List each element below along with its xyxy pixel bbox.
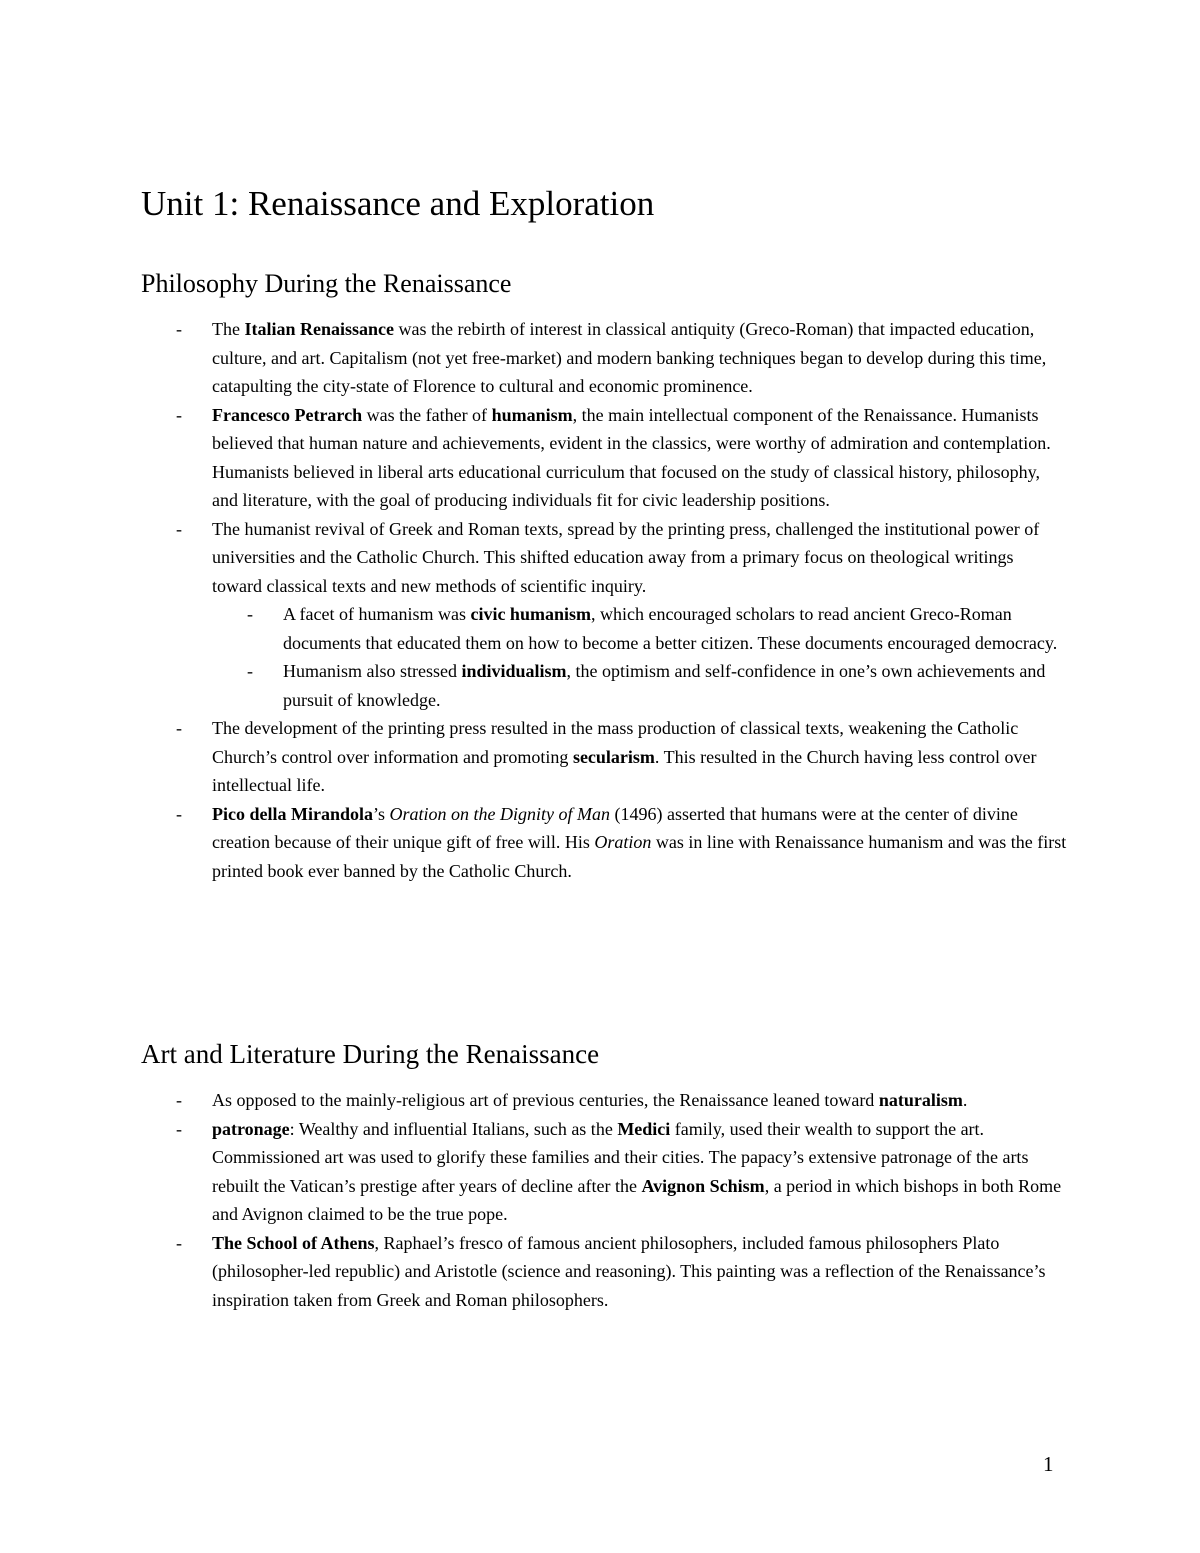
list-item: - The humanist revival of Greek and Roman texts, spread by the printing press, challenged the institutional power of universities and the Catholic Church. This shifted education away from a primary focus on theological writings toward classical texts and new methods of scientific inquiry. — [0, 515, 1067, 601]
list-item: - Francesco Petrarch was the father of humanism, the main intellectual component of the Renaissance. Humanists believed that human nature and achievements, evident in the classics, were worthy of admiration and contemplation. Humanists believed in liberal arts educational curriculum that focused on the study of classical history, philosophy, and literature, with the goal of producing individuals fit for civic leadership positions. — [0, 401, 1067, 515]
list-item: - The Italian Renaissance was the rebirth of interest in classical antiquity (Greco-Roman) that impacted education, culture, and art. Capitalism (not yet free-market) and modern banking techniques began to develop during this time, catapulting the city-state of Florence to cultural and economic prominence. — [0, 315, 1067, 401]
section-heading-art-literature: Art and Literature During the Renaissance — [141, 1039, 600, 1069]
bullet-dash: - — [176, 518, 182, 539]
bullet-dash: - — [176, 1232, 182, 1253]
list-item: - patronage: Wealthy and influential Italians, such as the Medici family, used their wealth to support the art. Commissioned art was used to glorify these families and their cities. The papacy’s extensive patronage of the arts rebuilt the Vatican’s prestige after years of decline after the Avignon Schism, a period in which bishops in both Rome and Avignon claimed to be the true pope. — [0, 1115, 1067, 1229]
term-school-of-athens: The School of Athens — [212, 1232, 375, 1253]
work-title-oration: Oration on the Dignity of Man — [389, 803, 610, 824]
term-pico-della-mirandola: Pico della Mirandola — [212, 803, 373, 824]
list-item: - The development of the printing press resulted in the mass production of classical texts, weakening the Catholic Church’s control over information and promoting secularism. This resulted in the Church having less control over intellectual life. — [0, 714, 1067, 800]
list-item-nested: - A facet of humanism was civic humanism, which encouraged scholars to read ancient Greco-Roman documents that educated them on how to become a better citizen. These documents encouraged democracy. — [0, 600, 1067, 657]
page-title: Unit 1: Renaissance and Exploration — [141, 184, 655, 223]
term-civic-humanism: civic humanism — [470, 604, 591, 624]
term-patronage: patronage — [212, 1118, 290, 1139]
page-number: 1 — [1043, 1452, 1054, 1476]
term-medici: Medici — [617, 1118, 671, 1139]
bullet-dash: - — [176, 404, 182, 425]
list-item: - The School of Athens, Raphael’s fresco of famous ancient philosophers, included famous philosophers Plato (philosopher-led republic) and Aristotle (science and reasoning). This painting was a reflection of the Renaissance’s inspiration taken from Greek and Roman philosophers. — [0, 1229, 1067, 1315]
term-secularism: secularism — [572, 746, 655, 767]
term-avignon-schism: Avignon Schism — [641, 1175, 765, 1196]
bullet-dash: - — [247, 604, 253, 624]
term-italian-renaissance: Italian Renaissance — [244, 319, 394, 339]
term-individualism: individualism — [461, 661, 567, 681]
bullet-dash: - — [176, 1090, 182, 1110]
art-literature-bullet-list — [0, 1086, 1067, 1314]
bullet-dash: - — [176, 1118, 182, 1139]
philosophy-bullet-list — [0, 315, 1067, 885]
term-naturalism: naturalism — [878, 1090, 963, 1110]
bullet-dash: - — [176, 319, 182, 339]
list-item: - As opposed to the mainly-religious art of previous centuries, the Renaissance leaned toward naturalism. — [0, 1086, 1067, 1115]
work-title-oration-short: Oration — [594, 832, 652, 852]
bullet-dash: - — [247, 661, 253, 681]
list-item-nested: - Humanism also stressed individualism, the optimism and self-confidence in one’s own achievements and pursuit of knowledge. — [0, 657, 1067, 714]
term-francesco-petrarch: Francesco Petrarch — [212, 404, 363, 425]
section-heading-philosophy: Philosophy During the Renaissance — [141, 269, 512, 298]
bullet-dash: - — [176, 803, 182, 824]
bullet-dash: - — [176, 718, 182, 738]
list-item: - Pico della Mirandola’s Oration on the Dignity of Man (1496) asserted that humans were at the center of divine creation because of their unique gift of free will. His Oration was in line with Renaissance humanism and was the first printed book ever banned by the Catholic Church. — [0, 800, 1067, 886]
term-humanism: humanism — [491, 404, 573, 425]
